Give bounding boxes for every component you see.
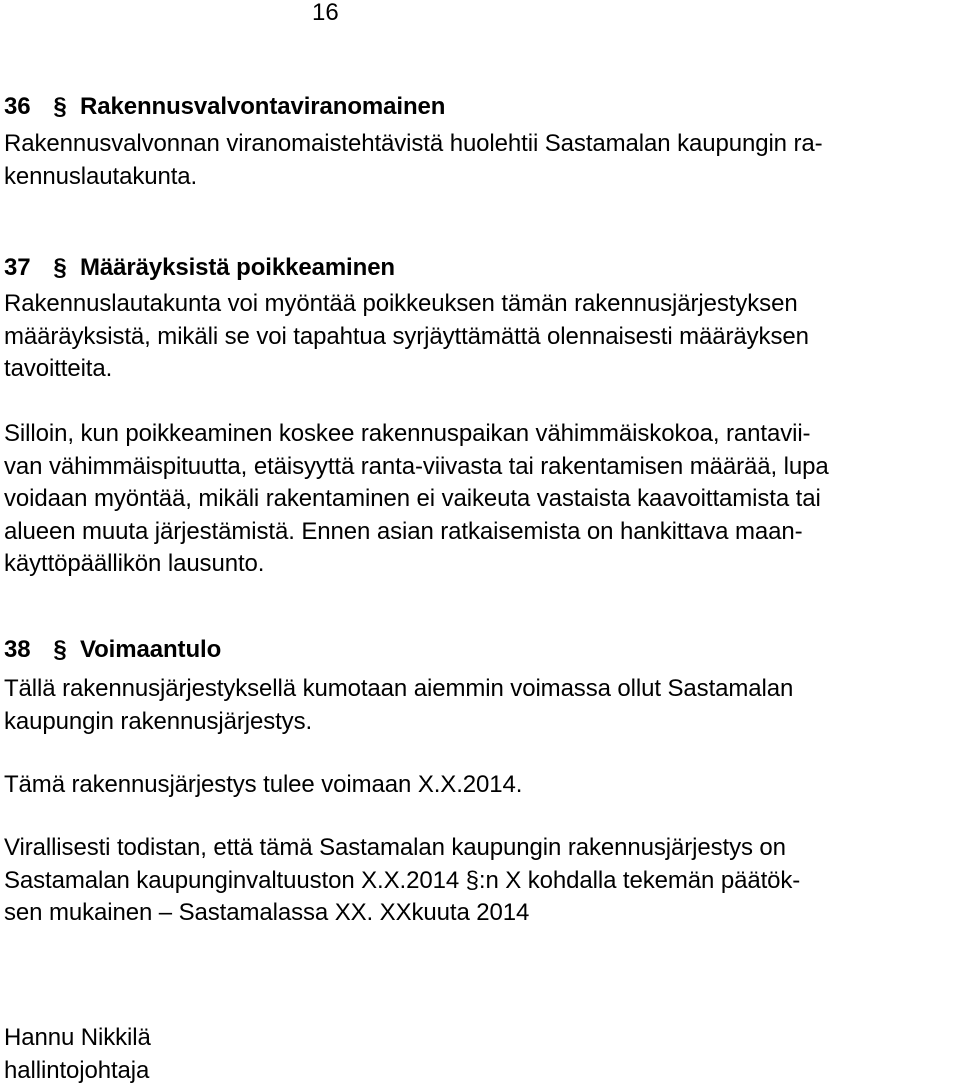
section-38-title: Voimaantulo: [80, 636, 222, 663]
section-38-number: 38: [4, 636, 31, 663]
section-37-p2-line-2: van vähimmäispituutta, etäisyyttä ranta-viivasta tai rakentamisen määrää, lupa: [4, 452, 829, 480]
section-38-p1-line-1: Tällä rakennusjärjestyksellä kumotaan aiemmin voimassa ollut Sastamalan: [4, 675, 794, 702]
section-38-p1-line-2: kaupungin rakennusjärjestys.: [4, 707, 313, 735]
section-38-symbol: §: [53, 636, 67, 663]
section-38-p3-line-2: Sastamalan kaupunginvaltuuston X.X.2014 §:n X kohdalla tekemän päätök-: [4, 866, 801, 894]
section-37-heading: [4, 252, 956, 285]
signature-role: hallintojohtaja: [4, 1056, 150, 1084]
section-38-heading: [4, 634, 956, 667]
section-37-paragraph-2: [4, 418, 956, 581]
section-38-paragraph-3: [4, 832, 956, 930]
page-number: 16: [312, 0, 339, 26]
section-37-paragraph-1: [4, 288, 956, 386]
section-36-line-2: kennuslautakunta.: [4, 162, 198, 190]
section-38-p3-line-3: sen mukainen – Sastamalassa XX. XXkuuta 2014: [4, 899, 530, 926]
section-36-symbol: §: [53, 93, 67, 120]
section-37-p2-line-3: voidaan myöntää, mikäli rakentaminen ei vaikeuta vastaista kaavoittamista tai: [4, 485, 821, 512]
signature-name: Hannu Nikkilä: [4, 1024, 151, 1051]
section-36-title: Rakennusvalvontaviranomainen: [80, 93, 446, 120]
section-37-symbol: §: [53, 254, 67, 281]
section-38-paragraph-2: Tämä rakennusjärjestys tulee voimaan X.X.2014.: [4, 771, 523, 798]
signature-block: [4, 1022, 956, 1087]
section-38-paragraph-1: [4, 673, 956, 738]
section-37-p2-line-4: alueen muuta järjestämistä. Ennen asian ratkaisemista on hankittava maan-: [4, 517, 803, 545]
section-36-body: [4, 128, 956, 193]
section-37-p1-line-1: Rakennuslautakunta voi myöntää poikkeuksen tämän rakennusjärjestyksen: [4, 290, 798, 317]
section-36-heading: [4, 91, 956, 124]
section-37-title: Määräyksistä poikkeaminen: [80, 254, 395, 281]
section-36-line-1: Rakennusvalvonnan viranomaistehtävistä huolehtii Sastamalan kaupungin ra-: [4, 130, 823, 157]
section-37-p2-line-5: käyttöpäällikön lausunto.: [4, 550, 265, 577]
section-37-number: 37: [4, 254, 31, 281]
section-38-p3-line-1: Virallisesti todistan, että tämä Sastamalan kaupungin rakennusjärjestys on: [4, 834, 786, 861]
section-37-p1-line-2: määräyksistä, mikäli se voi tapahtua syrjäyttämättä olennaisesti määräyksen: [4, 322, 809, 350]
section-37-p1-line-3: tavoitteita.: [4, 355, 113, 382]
section-37-p2-line-1: Silloin, kun poikkeaminen koskee rakennuspaikan vähimmäiskokoa, rantavii-: [4, 420, 811, 447]
section-36-number: 36: [4, 93, 31, 120]
